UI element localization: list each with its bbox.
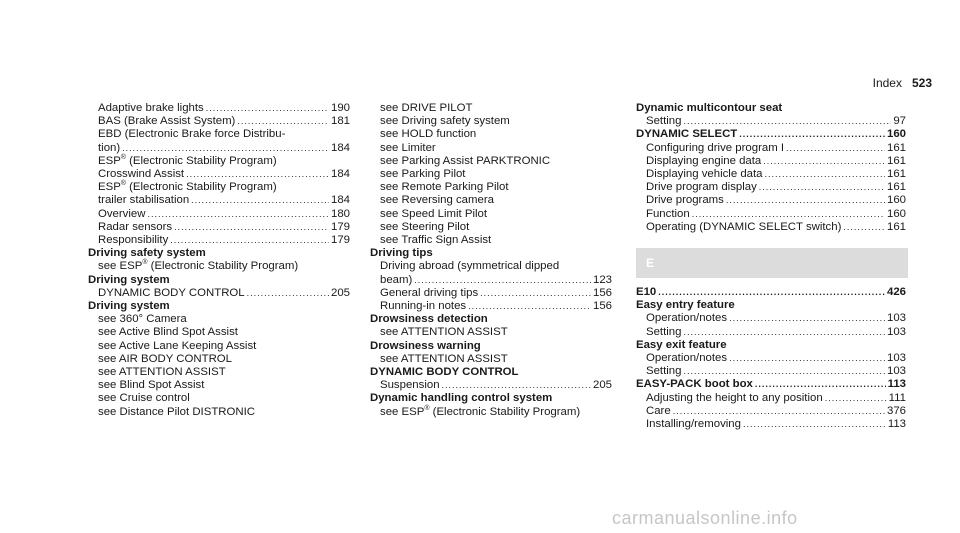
entry-term: General driving tips	[380, 286, 479, 299]
index-entry	[636, 405, 906, 418]
index-entry	[636, 142, 906, 155]
index-entry: see Driving safety system	[380, 115, 510, 128]
page-header	[873, 76, 932, 90]
dot-leader	[743, 418, 886, 431]
entry-page-number: 184	[330, 194, 350, 207]
entry-page-number: 103	[886, 325, 906, 338]
entry-page-number: 103	[886, 352, 906, 365]
index-entry: see Limiter	[380, 141, 436, 154]
entry-term: Setting	[646, 115, 682, 128]
dot-leader	[739, 128, 885, 141]
dot-leader	[755, 378, 886, 391]
index-entry: EBD (Electronic Brake force Distribu-	[98, 128, 286, 141]
index-entry	[370, 300, 612, 313]
entry-page-number: 103	[886, 365, 906, 378]
entry-term: BAS (Brake Assist System)	[98, 115, 236, 128]
index-entry	[88, 234, 350, 247]
entry-term: trailer stabilisation	[98, 194, 190, 207]
index-entry	[636, 286, 906, 299]
index-entry	[636, 115, 906, 128]
entry-page-number: 113	[887, 378, 906, 391]
entry-page-number: 123	[592, 273, 612, 286]
index-entry: see Reversing camera	[380, 194, 494, 207]
entry-term: Overview	[98, 207, 146, 220]
index-entry	[88, 102, 350, 115]
index-entry	[88, 208, 350, 221]
entry-term: DYNAMIC SELECT	[636, 128, 738, 141]
entry-term: Running-in notes	[380, 300, 467, 313]
index-entry	[370, 287, 612, 300]
index-entry: see Distance Pilot DISTRONIC	[98, 405, 255, 418]
dot-leader	[683, 365, 885, 378]
index-entry	[88, 287, 350, 300]
index-entry	[636, 128, 906, 141]
index-entry	[636, 392, 906, 405]
index-entry	[636, 181, 906, 194]
index-entry	[88, 168, 350, 181]
index-entry: Dynamic multicontour seat	[636, 102, 783, 114]
index-entry: DYNAMIC BODY CONTROL	[370, 366, 519, 379]
dot-leader	[480, 287, 591, 300]
entry-term: Adjusting the height to any position	[646, 391, 823, 404]
index-entry: see DRIVE PILOT	[380, 102, 473, 114]
entry-term: Setting	[646, 365, 682, 378]
entry-term-suffix: (Electronic Stability Program)	[125, 154, 277, 167]
dot-leader	[843, 221, 885, 234]
dot-leader	[726, 194, 885, 207]
dot-leader	[122, 142, 329, 155]
index-column-1	[88, 102, 350, 419]
index-column-2	[370, 102, 612, 419]
entry-term: Radar sensors	[98, 220, 173, 233]
index-entry	[636, 312, 906, 325]
index-entry: see Steering Pilot	[380, 220, 470, 233]
entry-term: Crosswind Assist	[98, 168, 185, 181]
dot-leader	[191, 194, 329, 207]
registered-mark: ®	[120, 180, 126, 188]
entry-page-number: 181	[330, 115, 350, 128]
index-entry: Drowsiness warning	[370, 339, 481, 352]
index-entry: see ATTENTION ASSIST	[98, 366, 226, 379]
entry-term: Operation/notes	[646, 352, 728, 365]
registered-mark: ®	[424, 404, 430, 412]
entry-page-number: 111	[888, 391, 906, 404]
index-entry: see ATTENTION ASSIST	[380, 352, 508, 365]
index-entry: see Blind Spot Assist	[98, 379, 205, 392]
entry-page-number: 190	[330, 102, 350, 114]
entry-term: Care	[646, 404, 671, 417]
index-entry: Easy entry feature	[636, 299, 735, 312]
entry-page-number: 161	[886, 154, 906, 167]
dot-leader	[468, 300, 591, 313]
entry-page-number: 184	[330, 141, 350, 154]
entry-term-suffix: (Electronic Stability Program)	[429, 405, 581, 418]
index-column-3	[636, 102, 906, 431]
index-entry	[88, 260, 350, 273]
entry-term: Adaptive brake lights	[98, 102, 204, 114]
index-entry: see ATTENTION ASSIST	[380, 326, 508, 339]
entry-term: ESP	[98, 154, 121, 167]
dot-leader	[759, 181, 885, 194]
index-entry	[88, 181, 350, 194]
index-entry	[636, 221, 906, 234]
entry-term: Suspension	[380, 379, 440, 392]
index-entry	[636, 168, 906, 181]
index-entry: see Active Lane Keeping Assist	[98, 339, 257, 352]
entry-page-number: 160	[886, 207, 906, 220]
dot-leader	[765, 168, 885, 181]
entry-page-number: 113	[887, 418, 906, 431]
index-entry: Driving system	[88, 300, 170, 313]
index-entry	[636, 352, 906, 365]
dot-leader	[673, 405, 885, 418]
index-entry: see HOLD function	[380, 128, 477, 141]
entry-term: Installing/removing	[646, 418, 741, 431]
index-entry	[636, 418, 906, 431]
entry-term: Setting	[646, 325, 682, 338]
entry-term: DYNAMIC BODY CONTROL	[98, 286, 245, 299]
entry-term: EASY-PACK boot box	[636, 378, 753, 391]
entry-term: Configuring drive program I	[646, 141, 785, 154]
index-entry	[636, 155, 906, 168]
section-letter-e: E	[636, 248, 908, 278]
entry-term: ESP	[98, 181, 121, 194]
dot-leader	[786, 142, 885, 155]
dot-leader	[442, 379, 591, 392]
dot-leader	[763, 155, 885, 168]
entry-term: Responsibility	[98, 234, 169, 247]
entry-page-number: 205	[330, 286, 350, 299]
index-entry: Easy exit feature	[636, 338, 727, 351]
index-entry	[636, 208, 906, 221]
entry-term: beam)	[380, 273, 413, 286]
index-entry: see Active Blind Spot Assist	[98, 326, 238, 339]
index-entry: see Traffic Sign Assist	[380, 234, 492, 247]
index-entry: Driving tips	[370, 247, 433, 260]
index-entry	[88, 221, 350, 234]
entry-page-number: 426	[886, 286, 906, 299]
index-entry: Dynamic handling control system	[370, 392, 553, 405]
index-entry	[636, 365, 906, 378]
dot-leader	[658, 286, 885, 299]
dot-leader	[683, 115, 891, 128]
index-entry: see Parking Pilot	[380, 168, 466, 181]
dot-leader	[729, 352, 885, 365]
dot-leader	[174, 221, 329, 234]
index-entry	[370, 274, 612, 287]
entry-term: see ESP	[380, 405, 425, 418]
entry-page-number: 205	[592, 379, 612, 392]
entry-page-number: 161	[886, 220, 906, 233]
entry-page-number: 103	[886, 312, 906, 325]
index-entry	[88, 155, 350, 168]
header-label: Index	[872, 76, 902, 90]
index-column-3-d-entries	[636, 102, 906, 234]
entry-page-number: 179	[330, 234, 350, 247]
index-entry	[636, 378, 906, 391]
entry-page-number: 97	[893, 115, 906, 128]
index-entry	[636, 194, 906, 207]
index-entry	[370, 406, 612, 419]
dot-leader	[170, 234, 329, 247]
dot-leader	[414, 274, 591, 287]
entry-page-number: 376	[886, 404, 906, 417]
index-entry	[636, 326, 906, 339]
entry-page-number: 161	[886, 181, 906, 194]
entry-term: Displaying engine data	[646, 154, 762, 167]
index-entry	[88, 194, 350, 207]
index-entry: Drowsiness detection	[370, 313, 488, 326]
entry-page-number: 156	[592, 300, 612, 313]
index-entry: see AIR BODY CONTROL	[98, 352, 232, 365]
registered-mark: ®	[142, 259, 148, 267]
entry-page-number: 156	[592, 286, 612, 299]
dot-leader	[247, 287, 329, 300]
watermark-text: carmanualsonline.info	[612, 508, 798, 528]
entry-page-number: 180	[330, 207, 350, 220]
entry-term: Displaying vehicle data	[646, 168, 763, 181]
index-entry	[88, 115, 350, 128]
entry-page-number: 179	[330, 220, 350, 233]
entry-term-suffix: (Electronic Stability Program)	[147, 260, 299, 273]
index-entry: Driving abroad (symmetrical dipped	[380, 260, 560, 273]
entry-term-suffix: (Electronic Stability Program)	[125, 181, 277, 194]
index-entry: see Parking Assist PARKTRONIC	[380, 154, 551, 167]
entry-page-number: 161	[886, 168, 906, 181]
entry-term: Operating (DYNAMIC SELECT switch)	[646, 220, 842, 233]
entry-term: E10	[636, 286, 657, 299]
index-entry	[370, 379, 612, 392]
dot-leader	[683, 326, 885, 339]
dot-leader	[206, 102, 329, 115]
index-column-3-e-entries	[636, 286, 906, 431]
entry-term: Function	[646, 207, 690, 220]
dot-leader	[692, 208, 885, 221]
entry-page-number: 160	[886, 128, 906, 141]
dot-leader	[237, 115, 329, 128]
entry-term: Drive programs	[646, 194, 724, 207]
index-entry: see Speed Limit Pilot	[380, 207, 488, 220]
page-number: 523	[911, 76, 932, 90]
entry-page-number: 160	[886, 194, 906, 207]
entry-page-number: 184	[330, 168, 350, 181]
entry-page-number: 161	[886, 141, 906, 154]
registered-mark: ®	[120, 154, 126, 162]
entry-term: Drive program display	[646, 181, 757, 194]
index-entry: Driving safety system	[88, 247, 206, 260]
dot-leader	[147, 208, 329, 221]
dot-leader	[186, 168, 329, 181]
index-entry	[88, 142, 350, 155]
index-entry: see 360° Camera	[98, 313, 187, 326]
index-entry: see Cruise control	[98, 392, 190, 405]
dot-leader	[729, 312, 885, 325]
entry-term: see ESP	[98, 260, 143, 273]
entry-term: tion)	[98, 141, 121, 154]
entry-term: Operation/notes	[646, 312, 728, 325]
index-entry: see Remote Parking Pilot	[380, 181, 509, 194]
index-entry: Driving system	[88, 273, 170, 286]
dot-leader	[825, 392, 887, 405]
